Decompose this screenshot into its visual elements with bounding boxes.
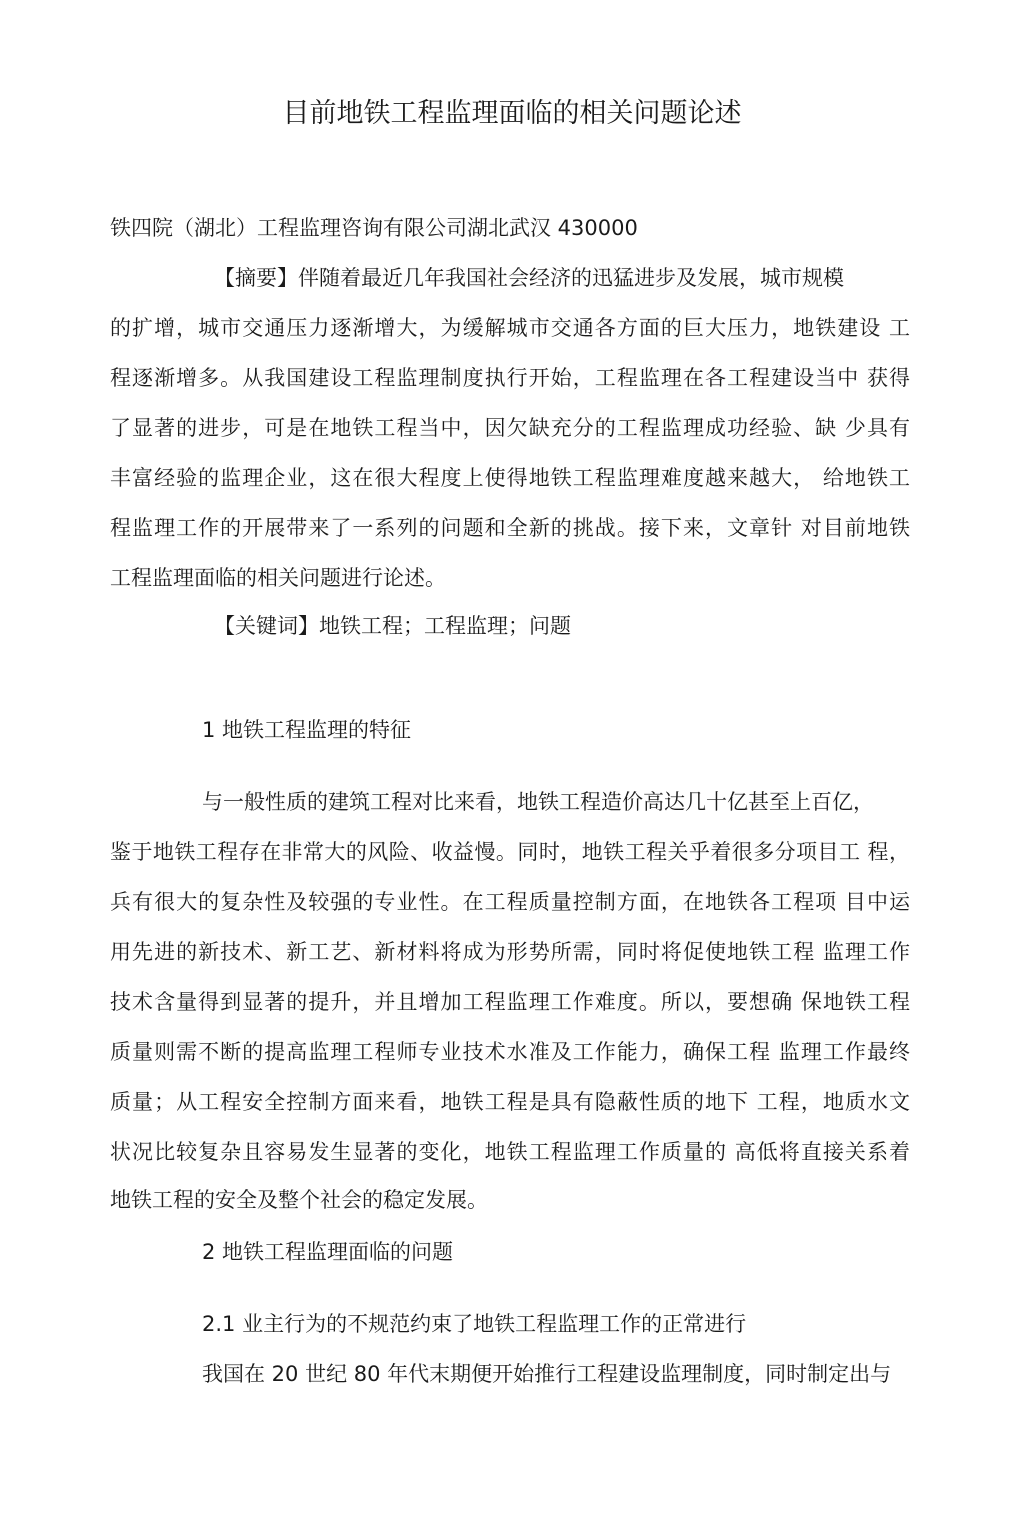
section-1-line-5: 技术含量得到显著的提升，并且增加工程监理工作难度。所以，要想确 保地铁工程	[110, 990, 910, 1014]
section-1-line-4: 用先进的新技术、新工艺、新材料将成为形势所需，同时将促使地铁工程 监理工作	[110, 940, 910, 964]
affiliation: 铁四院（湖北）工程监理咨询有限公司湖北武汉 430000	[110, 216, 638, 240]
section-1-line-6: 质量则需不断的提高监理工程师专业技术水准及工作能力，确保工程 监理工作最终	[110, 1040, 910, 1064]
section-1-line-9: 地铁工程的安全及整个社会的稳定发展。	[110, 1188, 488, 1212]
section-1-line-8: 状况比较复杂且容易发生显著的变化，地铁工程监理工作质量的 高低将直接关系着	[110, 1140, 910, 1164]
section-1-line-2: 鉴于地铁工程存在非常大的风险、收益慢。同时，地铁工程关乎着很多分项目工 程，	[110, 840, 910, 864]
abstract-line-2: 的扩增，城市交通压力逐渐增大，为缓解城市交通各方面的巨大压力，地铁建设 工	[110, 316, 910, 340]
abstract-line-4: 了显著的进步，可是在地铁工程当中，因欠缺充分的工程监理成功经验、缺 少具有	[110, 416, 910, 440]
keywords: 【关键词】地铁工程；工程监理；问题	[214, 614, 571, 638]
section-1-line-1: 与一般性质的建筑工程对比来看，地铁工程造价高达几十亿甚至上百亿，	[202, 790, 874, 814]
section-1-line-3: 兵有很大的复杂性及较强的专业性。在工程质量控制方面，在地铁各工程项 目中运	[110, 890, 910, 914]
abstract-line-7: 工程监理面临的相关问题进行论述。	[110, 566, 446, 590]
section-2-heading: 2 地铁工程监理面临的问题	[202, 1240, 454, 1264]
abstract-line-6: 程监理工作的开展带来了一系列的问题和全新的挑战。接下来，文章针 对目前地铁	[110, 516, 910, 540]
abstract-line-5: 丰富经验的监理企业，这在很大程度上使得地铁工程监理难度越来越大， 给地铁工	[110, 466, 910, 490]
section-1-heading: 1 地铁工程监理的特征	[202, 718, 412, 742]
abstract-line-3: 程逐渐增多。从我国建设工程监理制度执行开始，工程监理在各工程建设当中 获得	[110, 366, 910, 390]
abstract-line-1: 【摘要】伴随着最近几年我国社会经济的迅猛进步及发展，城市规模	[214, 266, 844, 290]
document-title: 目前地铁工程监理面临的相关问题论述	[282, 98, 742, 129]
section-2-1-line-1: 我国在 20 世纪 80 年代末期便开始推行工程建设监理制度，同时制定出与	[202, 1362, 892, 1386]
section-2-1-heading: 2.1 业主行为的不规范约束了地铁工程监理工作的正常进行	[202, 1312, 747, 1336]
section-1-line-7: 质量；从工程安全控制方面来看，地铁工程是具有隐蔽性质的地下 工程，地质水文	[110, 1090, 910, 1114]
